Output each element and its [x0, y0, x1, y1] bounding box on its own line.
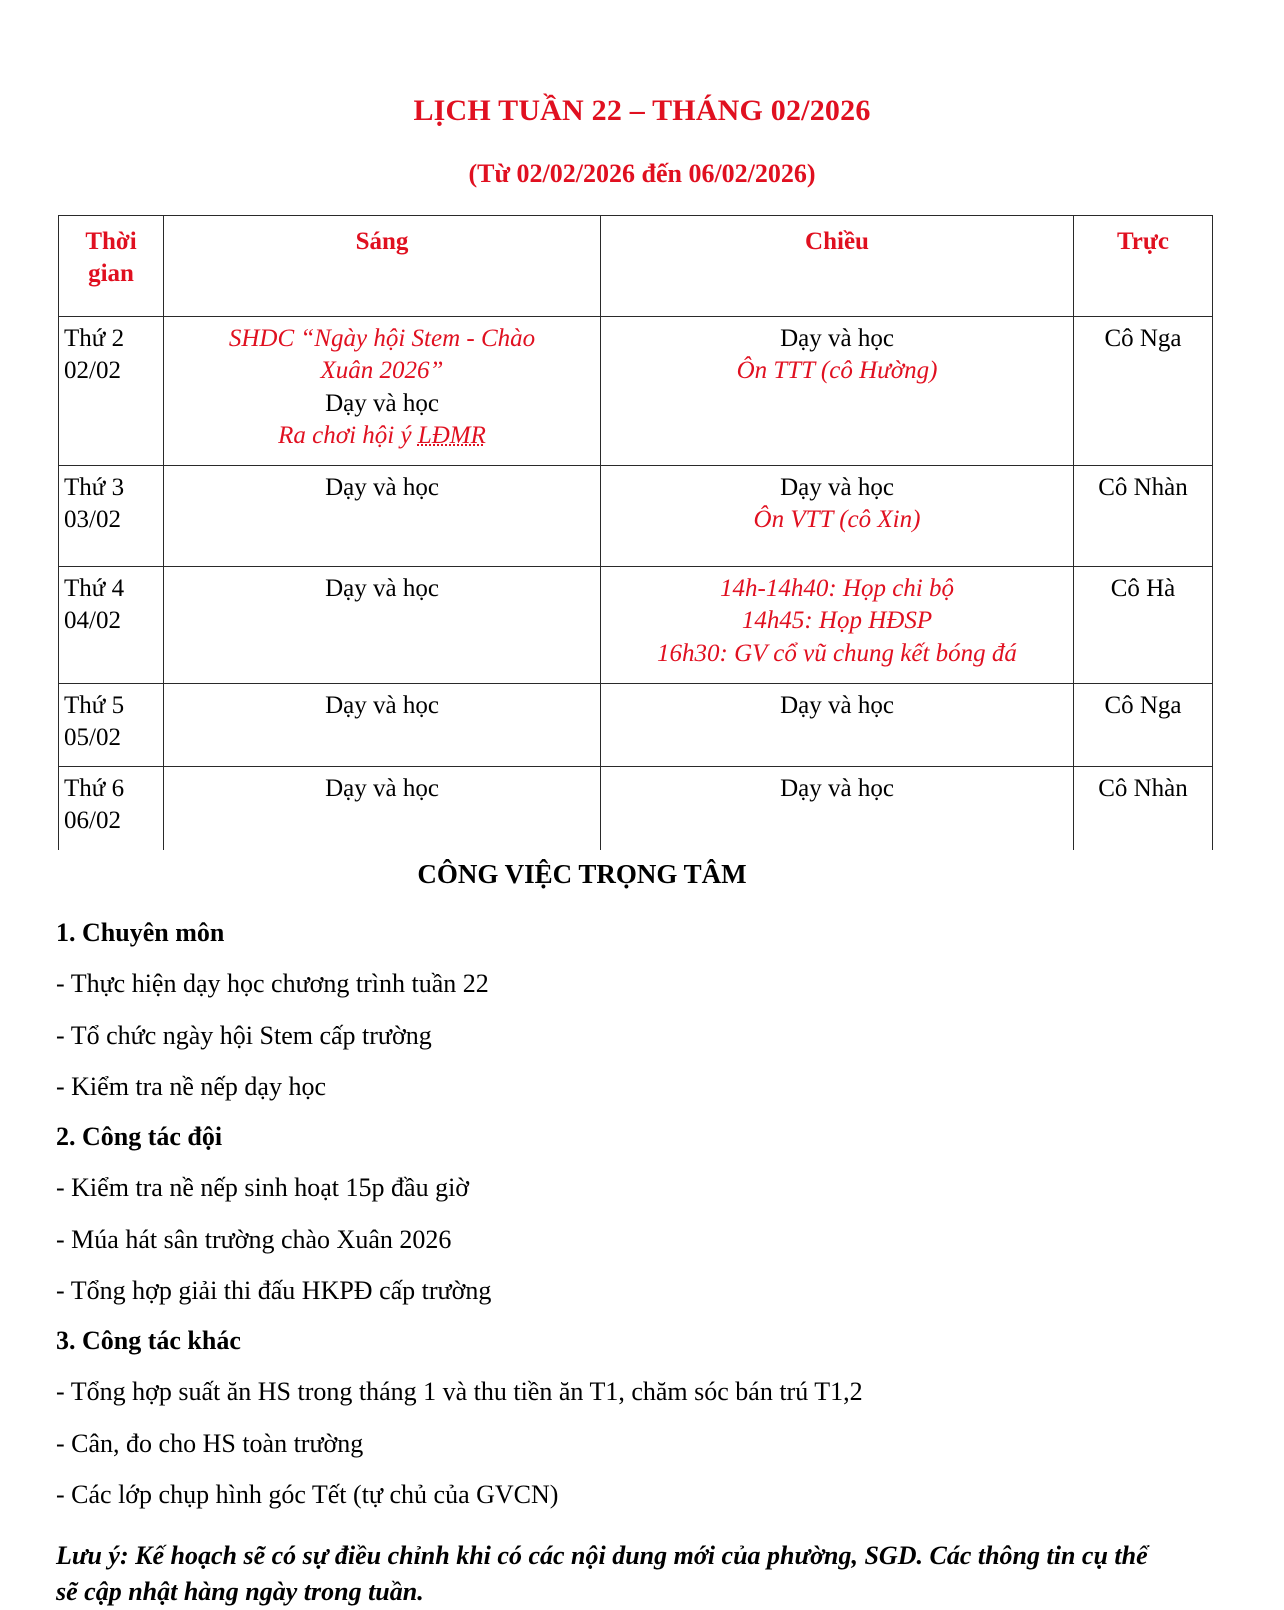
afternoon-line: Dạy và học: [780, 774, 894, 802]
afternoon-line: Ôn TTT (cô Hường): [736, 357, 938, 385]
footer-note: Lưu ý: Kế hoạch sẽ có sự điều chỉnh khi có các nội dung mới của phường, SGD. Các thông tin cụ thể sẽ cập nhật hàng ngày trong tuần.: [56, 1540, 1148, 1606]
cell-time: [59, 465, 164, 566]
cell-duty: Cô Hà: [1074, 566, 1213, 683]
morning-line: Dạy và học: [325, 691, 439, 719]
afternoon-line: 14h45: Họp HĐSP: [741, 607, 933, 635]
column-header-afternoon: Chiều: [601, 215, 1074, 316]
table-row: [59, 766, 1213, 849]
afternoon-line: Dạy và học: [780, 691, 894, 719]
day-label: Thứ 2: [64, 324, 125, 352]
date-label: 05/02: [64, 724, 121, 752]
morning-line: SHDC “Ngày hội Stem - Chào: [228, 324, 536, 352]
cell-morning: [164, 683, 601, 766]
afternoon-line: 14h-14h40: Họp chi bộ: [720, 574, 954, 602]
cell-duty: Cô Nhàn: [1074, 766, 1213, 849]
morning-line: Ra chơi hội ý LĐMR: [278, 422, 486, 450]
cell-time: [59, 683, 164, 766]
afternoon-line: Ôn VTT (cô Xin): [753, 506, 921, 534]
list-item: - Múa hát sân trường chào Xuân 2026: [56, 1224, 452, 1254]
cell-morning: [164, 566, 601, 683]
sections-host: [56, 900, 1244, 1512]
table-row: [59, 683, 1213, 766]
table-row: [59, 465, 1213, 566]
schedule-table-container: [0, 189, 1284, 850]
morning-line: Dạy và học: [325, 774, 439, 802]
morning-line: Dạy và học: [325, 473, 439, 501]
page-title: LỊCH TUẦN 22 – THÁNG 02/2026: [413, 94, 871, 127]
list-item: - Tổ chức ngày hội Stem cấp trường: [56, 1020, 432, 1050]
cell-time: [59, 566, 164, 683]
table-header-row: [59, 215, 1213, 316]
afternoon-line: 16h30: GV cổ vũ chung kết bóng đá: [657, 639, 1017, 667]
focus-tasks-heading: CÔNG VIỆC TRỌNG TÂM: [417, 858, 747, 889]
section-heading: 3. Công tác khác: [56, 1325, 241, 1355]
column-header-duty: Trực: [1074, 215, 1213, 316]
table-header: [59, 215, 1213, 316]
page-subtitle: (Từ 02/02/2026 đến 06/02/2026): [468, 159, 816, 188]
morning-line: Dạy và học: [325, 574, 439, 602]
cell-morning: [164, 465, 601, 566]
list-item: - Tổng hợp giải thi đấu HKPĐ cấp trường: [56, 1276, 492, 1306]
table-body: [59, 316, 1213, 849]
cell-duty: Cô Nga: [1074, 683, 1213, 766]
list-item: - Các lớp chụp hình góc Tết (tự chủ của GVCN): [56, 1480, 559, 1510]
cell-morning: [164, 766, 601, 849]
focus-tasks-body: [0, 890, 1284, 1610]
morning-line: Xuân 2026”: [320, 357, 444, 385]
list-item: - Thực hiện dạy học chương trình tuần 22: [56, 969, 489, 999]
date-label: 02/02: [64, 357, 121, 385]
table-row: [59, 316, 1213, 465]
column-header-morning: Sáng: [164, 215, 601, 316]
afternoon-line: Dạy và học: [780, 473, 894, 501]
day-label: Thứ 6: [64, 774, 125, 802]
cell-time: [59, 316, 164, 465]
day-label: Thứ 4: [64, 574, 125, 602]
spellcheck-underlined-text: LĐMR: [417, 422, 486, 450]
cell-duty: Cô Nhàn: [1074, 465, 1213, 566]
list-item: - Kiểm tra nề nếp dạy học: [56, 1072, 327, 1102]
cell-morning: [164, 316, 601, 465]
day-label: Thứ 3: [64, 473, 125, 501]
list-item: - Cân, đo cho HS toàn trường: [56, 1428, 364, 1458]
section-heading: 2. Công tác đội: [56, 1121, 223, 1151]
table-row: [59, 566, 1213, 683]
cell-time: [59, 766, 164, 849]
date-label: 04/02: [64, 607, 121, 635]
date-label: 03/02: [64, 506, 121, 534]
cell-duty: Cô Nga: [1074, 316, 1213, 465]
date-label: 06/02: [64, 807, 121, 835]
cell-afternoon: [601, 465, 1074, 566]
list-item: - Tổng hợp suất ăn HS trong tháng 1 và thu tiền ăn T1, chăm sóc bán trú T1,2: [56, 1377, 863, 1407]
cell-afternoon: [601, 566, 1074, 683]
morning-line: Dạy và học: [325, 389, 439, 417]
afternoon-line: Dạy và học: [780, 324, 894, 352]
weekly-schedule-table: [58, 215, 1213, 850]
section-heading: 1. Chuyên môn: [56, 917, 225, 947]
column-header-time: Thời gian: [59, 215, 164, 316]
cell-afternoon: [601, 683, 1074, 766]
day-label: Thứ 5: [64, 691, 125, 719]
list-item: - Kiểm tra nề nếp sinh hoạt 15p đầu giờ: [56, 1173, 470, 1203]
cell-afternoon: [601, 766, 1074, 849]
cell-afternoon: [601, 316, 1074, 465]
